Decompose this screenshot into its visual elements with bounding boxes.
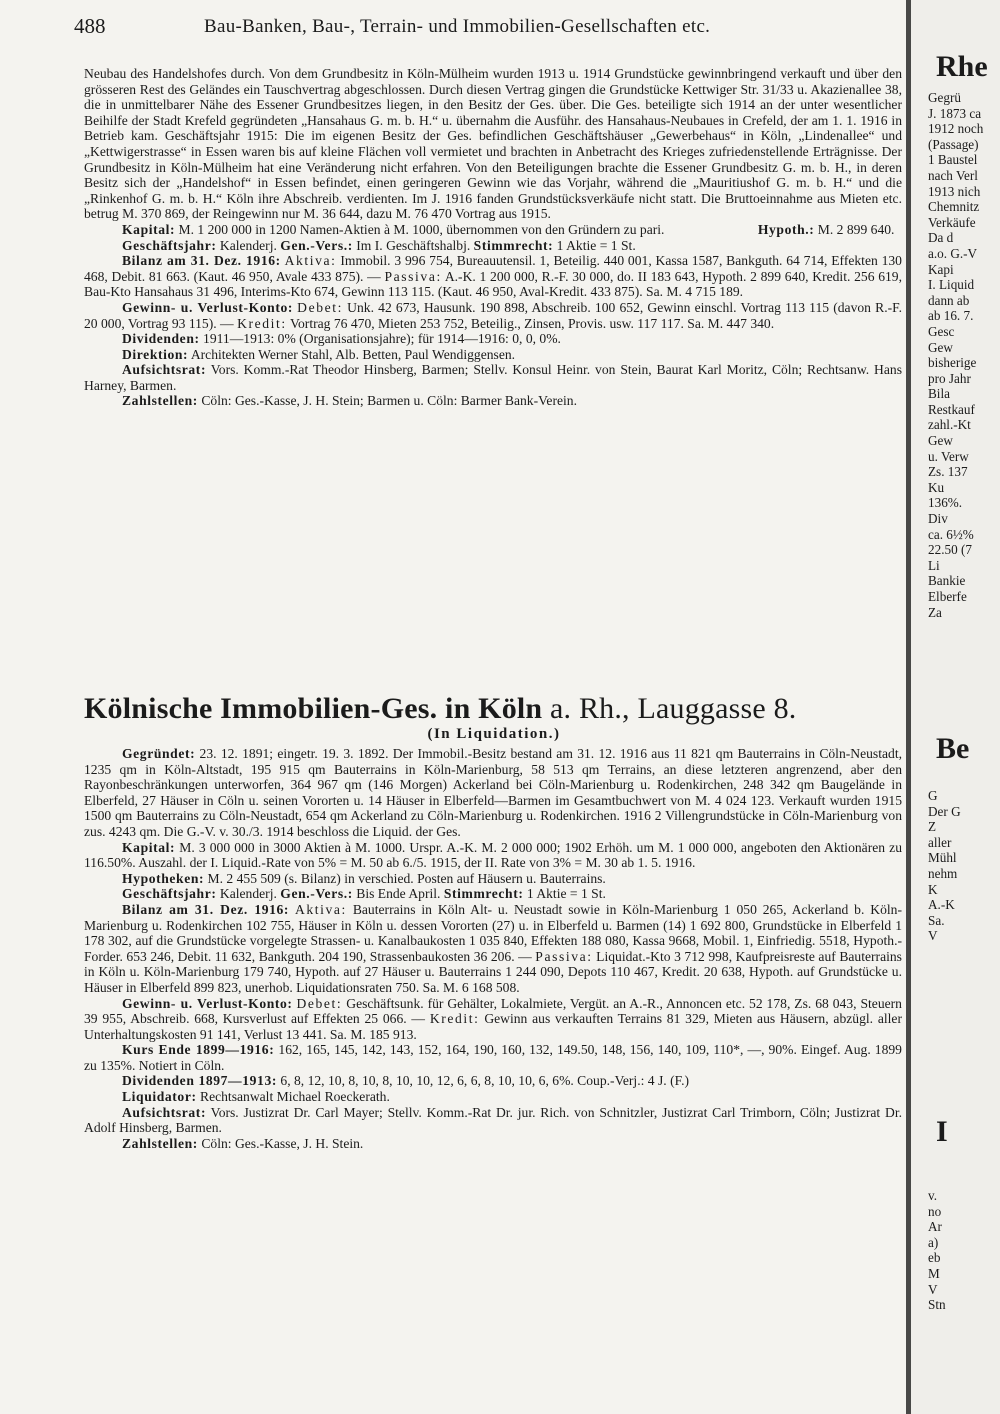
right-line-fragment: Gew bbox=[928, 339, 953, 355]
right-line-fragment: V bbox=[928, 1281, 938, 1297]
company-heading: Kölnische Immobilien-Ges. in Köln a. Rh., Lauggasse 8. bbox=[84, 692, 797, 725]
right-line-fragment: Mühl bbox=[928, 850, 957, 866]
right-line-fragment: bisherige bbox=[928, 355, 977, 371]
right-line-fragment: Ku bbox=[928, 479, 945, 495]
right-line-fragment: V bbox=[928, 928, 938, 944]
right-line-fragment: Bankie bbox=[928, 573, 966, 589]
kapital-entry: Kapital: M. 1 200 000 in 1200 Namen-Aktien à M. 1000, übernommen von den Gründern zu pari. Hypoth.: M. 2 899 640. bbox=[122, 221, 895, 237]
right-line-fragment: Li bbox=[928, 557, 940, 573]
right-line-fragment: dann ab bbox=[928, 292, 970, 308]
right-line-fragment: K bbox=[928, 881, 938, 897]
zahlstellen-entry: Zahlstellen: Cöln: Ges.-Kasse, J. H. Stein; Barmen u. Cöln: Barmer Bank-Verein. bbox=[122, 393, 577, 409]
right-line-fragment: G bbox=[928, 788, 938, 803]
right-line-fragment: nehm bbox=[928, 865, 958, 881]
right-line-fragment: 136%. bbox=[928, 495, 963, 511]
right-line-fragment: Chemnitz bbox=[928, 199, 980, 215]
gegruendet-entry: Gegründet: 23. 12. 1891; eingetr. 19. 3. 1892. Der Immobil.-Besitz bestand am 31. 12. 1916 aus 11 821 qm Bauterrains in Cöln-Neustadt, 1235 qm in Köln-Altstadt, 195 915 qm Bauterrains in Köln-Marienburg, 58 513 qm Terrains, an diese letzteren angrenzend, aber den Rayonbeschränkungen unterworfen, 364 967 qm (146 Morgen) Ackerland bei Cöln-Marienburg u. Rodenkirchen, 248 342 qm Baugelände in Elberfeld, 27 Häuser in Cöln u. seinen Vororten u. 14 Häuser in Elberfeld—Barmen im Gesamtbuchwert von M. 4 024 123. Verkauft wurden 1915 1500 qm Bauterrains zu Cöln-Neustadt, 654 qm Ackerland zu Cöln-Marienburg u. Rodenkirchen. 1916 2 Villengrundstücke in Cöln-Marienburg von zus. 4243 qm. Die G.-V. v. 30./3. 1914 beschloss die Liquid. der Ges. bbox=[84, 746, 902, 839]
running-title: Bau-Banken, Bau-, Terrain- und Immobilien-Gesellschaften etc. bbox=[204, 16, 711, 37]
right-line-fragment: Sa. bbox=[928, 912, 945, 928]
right-lines-b bbox=[928, 788, 961, 944]
liquidator-entry: Liquidator: Rechtsanwalt Michael Roeckerath. bbox=[122, 1089, 390, 1105]
kapital-entry: Kapital: M. 3 000 000 in 3000 Aktien à M. 1000. Urspr. A.-K. M. 2 000 000; 1902 Erhöh. um M. 1 000 000, angeboten den Aktionären zu 116.50%. Auszahl. der I. Liquid.-Rate von 5% = M. 50 ab 6./5. 1915, der II. Rate von 3% = M. 30 ab 1. 5. 1916. bbox=[84, 839, 902, 871]
section-handelshof-continuation bbox=[84, 66, 903, 409]
right-line-fragment: 1913 nich bbox=[928, 183, 981, 199]
direktion-entry: Direktion: Architekten Werner Stahl, Alb. Betten, Paul Wendiggensen. bbox=[122, 346, 516, 362]
hypotheken-entry: Hypotheken: M. 2 455 509 (s. Bilanz) in verschied. Posten auf Häusern u. Bauterrains. bbox=[122, 870, 606, 886]
bilanz-entry: Bilanz am 31. Dez. 1916: Aktiva: Bauterrains in Köln Alt- u. Neustadt sowie in Köln-Marienburg 1 050 265, Ackerland b. Köln-Marienburg u. Rodenkirchen 102 755, Häuser in Köln u. dessen Vororten (27) u. in Elberfeld u. Barmen (14) 1 692 800, Grundstücke in Elberfeld 1 178 302, auf die Grundstücke vorgelegte Strassen- u. Kanalbaukosten 1 035 840, Effekten 188 080, Kassa 9668, Mobil. 1, Einfriedig. 5518, Hypoth.-Forder. 653 246, Debit. 11 632, Bankguth. 204 190, Strassenbaukosten 36 206. — Passiva: Liquidat.-Kto 3 712 998, Kaufpreisreste auf Bauterrains in Köln u. Köln-Marienburg 179 740, Hypoth. auf 27 Häuser u. Bauterrains 1 244 090, Depots 110 467, Kredit. 20 638, Hypoth. auf Grundstücke u. Häuser in Elberfeld 899 823, unerhob. Liquidationsraten 750. Sa. M. 6 168 508. bbox=[84, 901, 902, 995]
guv-entry: Gewinn- u. Verlust-Konto: Debet: Geschäftsunk. für Gehälter, Lokalmiete, Vergüt. an A.-R., Annoncen etc. 52 178, Zs. 68 043, Steuern 39 955, Abschreib. 668, Kursverlust auf Effekten 25 066. — Kredit: Gewinn aus verkauften Terrains 81 329, Mieten aus Häusern, abzügl. aller Unterhaltungskosten 91 141, Verlust 13 441. Sa. M. 185 913. bbox=[84, 995, 902, 1042]
right-line-fragment: aller bbox=[928, 834, 952, 850]
aufsichtsrat-entry: Aufsichtsrat: Vors. Justizrat Dr. Carl Mayer; Stellv. Komm.-Rat Dr. jur. Rich. von Schnitzler, Justizrat Carl Trimborn, Cöln; Justizrat Dr. Adolf Hinsberg, Barmen. bbox=[84, 1104, 902, 1136]
right-line-fragment: Restkauf bbox=[928, 401, 975, 417]
right-line-fragment: Da d bbox=[928, 230, 954, 246]
right-line-fragment: no bbox=[928, 1203, 942, 1219]
right-line-fragment: Der G bbox=[928, 803, 961, 819]
right-line-fragment: Za bbox=[928, 604, 942, 620]
right-line-fragment: Bila bbox=[928, 386, 950, 402]
zahlstellen-entry: Zahlstellen: Cöln: Ges.-Kasse, J. H. Stein. bbox=[122, 1135, 364, 1151]
right-line-fragment: Z bbox=[928, 819, 937, 835]
right-line-fragment: Zs. 137 bbox=[928, 464, 968, 480]
right-line-fragment: 1 Baustel bbox=[928, 152, 978, 168]
right-line-fragment: Kapi bbox=[928, 261, 954, 277]
page-number: 488 bbox=[74, 14, 106, 38]
right-line-fragment: A.-K bbox=[928, 897, 955, 913]
right-line-fragment: eb bbox=[928, 1250, 941, 1266]
right-line-fragment: Gegrü bbox=[928, 90, 961, 105]
right-line-fragment: a.o. G.-V bbox=[928, 245, 978, 261]
intro-paragraph: Neubau des Handelshofes durch. Von dem Grundbesitz in Köln-Mülheim wurden 1913 u. 1914 Grundstücke gewinnbringend verkauft und über den grösseren Rest des Geländes ein Tauschvertrag abgeschlossen. Durch diesen Vertrag gingen die Grundstücke Kettwiger Str. 31/33 u. Akazienallee 38, die in unmittelbarer Nähe des Essener Grundbesitzes liegen, in den Besitz der Ges. über. Die Ges. beteiligte sich 1914 an der unter wesentlicher Beihilfe der Stadt Krefeld gegründeten „Hansahaus G. m. b. H.“ u. übernahm die Ausführ. des Hansahaus-Neubaues in Crefeld, der am 1. 1. 1916 in Betrieb kam. Geschäftsjahr 1915: Die im eigenen Besitz der Ges. befindlichen Geschäftshäuser „Gewerbehaus“ in Köln, „Lindenallee“ und „Kettwigerstrasse“ in Essen waren bis auf kleine Flächen voll vermietet und brachten in Anbetracht des Krieges zufriedenstellende Erträgnisse. Der Grundbesitz in Köln-Mülheim hat eine Veränderung nicht erfahren. Von den Beteiligungen brachte die Essener Grundbesitz G. m. b. H., in deren Besitz sich der „Handelshof“ in Essen befindet, einen geringeren Gewinn wie das Vorjahr, während die „Mauritiushof G. m. b. H.“ und die „Rinkenhof G. m. b. H.“ Köln ihre Abschreib. verdienten. Im J. 1916 fanden Grundstücksverkäufe nicht statt. Die Bruttoeinnahme aus Mieten etc. betrug M. 370 869, der Reingewinn nur M. 36 644, dazu M. 76 470 Vortrag aus 1915. bbox=[84, 66, 902, 222]
right-line-fragment: Div bbox=[928, 511, 948, 527]
right-heading-top: Rhe bbox=[936, 50, 988, 83]
right-line-fragment: Elberfe bbox=[928, 589, 967, 604]
right-line-fragment: M bbox=[928, 1265, 940, 1281]
running-header bbox=[74, 14, 904, 40]
kurs-entry: Kurs Ende 1899—1916: 162, 165, 145, 142, 143, 152, 164, 190, 160, 132, 149.50, 148, 156, 140, 109, 110*, —, 90%. Eingef. Aug. 1899 zu 135%. Notiert in Cöln. bbox=[84, 1042, 902, 1073]
right-line-fragment: u. Verw bbox=[928, 448, 969, 464]
dividenden-entry: Dividenden: 1911—1913: 0% (Organisationsjahre); für 1914—1916: 0, 0, 0%. bbox=[122, 331, 561, 347]
right-line-fragment: nach Verl bbox=[928, 167, 978, 183]
right-line-fragment: Gew bbox=[928, 433, 953, 449]
geschaeftsjahr-entry: Geschäftsjahr: Kalenderj. Gen.-Vers.: Bis Ende April. Stimmrecht: 1 Aktie = 1 St. bbox=[122, 886, 606, 902]
right-line-fragment: pro Jahr bbox=[928, 370, 971, 386]
right-line-fragment: (Passage) bbox=[928, 136, 979, 152]
liquidation-note: (In Liquidation.) bbox=[427, 726, 561, 742]
right-lines-c bbox=[928, 1188, 946, 1313]
geschaeftsjahr-entry: Geschäftsjahr: Kalenderj. Gen.-Vers.: Im I. Geschäftshalbj. Stimmrecht: 1 Aktie = 1 St. bbox=[122, 237, 636, 253]
guv-entry: Gewinn- u. Verlust-Konto: Debet: Unk. 42 673, Hausunk. 190 898, Abschreib. 100 652, Gewinn einschl. Vortrag 113 115 (davon R.-F. 20 000, Vortrag 93 115). — Kredit: Vortrag 76 470, Mieten 253 752, Beteilig., Zinsen, Provis. usw. 117 117. Sa. M. 447 340. bbox=[84, 299, 902, 331]
right-line-fragment: 22.50 (7 bbox=[928, 542, 972, 558]
right-line-fragment: Gesc bbox=[928, 323, 955, 339]
right-lines-a bbox=[928, 90, 983, 620]
right-line-fragment: J. 1873 ca bbox=[928, 105, 982, 121]
page-fold bbox=[906, 0, 911, 1414]
right-line-fragment: a) bbox=[928, 1234, 939, 1250]
right-page-fragment bbox=[906, 0, 1000, 1414]
right-line-fragment: v. bbox=[928, 1188, 938, 1203]
right-heading-mid: Be bbox=[936, 732, 970, 765]
right-line-fragment: ab 16. 7. bbox=[928, 308, 974, 324]
section-koelnische-immobilien bbox=[84, 746, 902, 1306]
dividenden-entry: Dividenden 1897—1913: 6, 8, 12, 10, 8, 10, 8, 10, 10, 12, 6, 6, 8, 10, 10, 6, 6%. Coup.-Verj.: 4 J. (F.) bbox=[122, 1073, 689, 1089]
right-line-fragment: I. Liquid bbox=[928, 277, 975, 293]
right-line-fragment: 1912 noch bbox=[928, 121, 984, 137]
right-heading-low: I bbox=[936, 1115, 948, 1148]
right-line-fragment: ca. 6½% bbox=[928, 526, 974, 542]
bilanz-entry: Bilanz am 31. Dez. 1916: Aktiva: Immobil. 3 996 754, Bureauutensil. 1, Beteilig. 440 001, Kassa 1587, Bankguth. 64 714, Effekten 130 468, Debit. 81 663. (Kaut. 46 950, Avale 433 875). — Passiva: A.-K. 1 200 000, R.-F. 30 000, do. II 183 643, Hypoth. 2 899 640, Kredit. 256 619, Bau-Kto Hansahaus 31 496, Interims-Kto 674, Gewinn 113 115. (Kaut. 46 950, Aval-Kredit. 433 875). Sa. M. 4 715 189. bbox=[84, 253, 903, 300]
right-line-fragment: Verkäufe bbox=[928, 214, 976, 230]
right-line-fragment: zahl.-Kt bbox=[928, 417, 971, 433]
right-line-fragment: Ar bbox=[928, 1219, 942, 1235]
aufsichtsrat-entry: Aufsichtsrat: Vors. Komm.-Rat Theodor Hinsberg, Barmen; Stellv. Konsul Heinr. von Stein, Baurat Karl Moritz, Cöln; Rechtsanw. Hans Harney, Barmen. bbox=[84, 362, 902, 393]
right-line-fragment: Stn bbox=[928, 1297, 946, 1313]
